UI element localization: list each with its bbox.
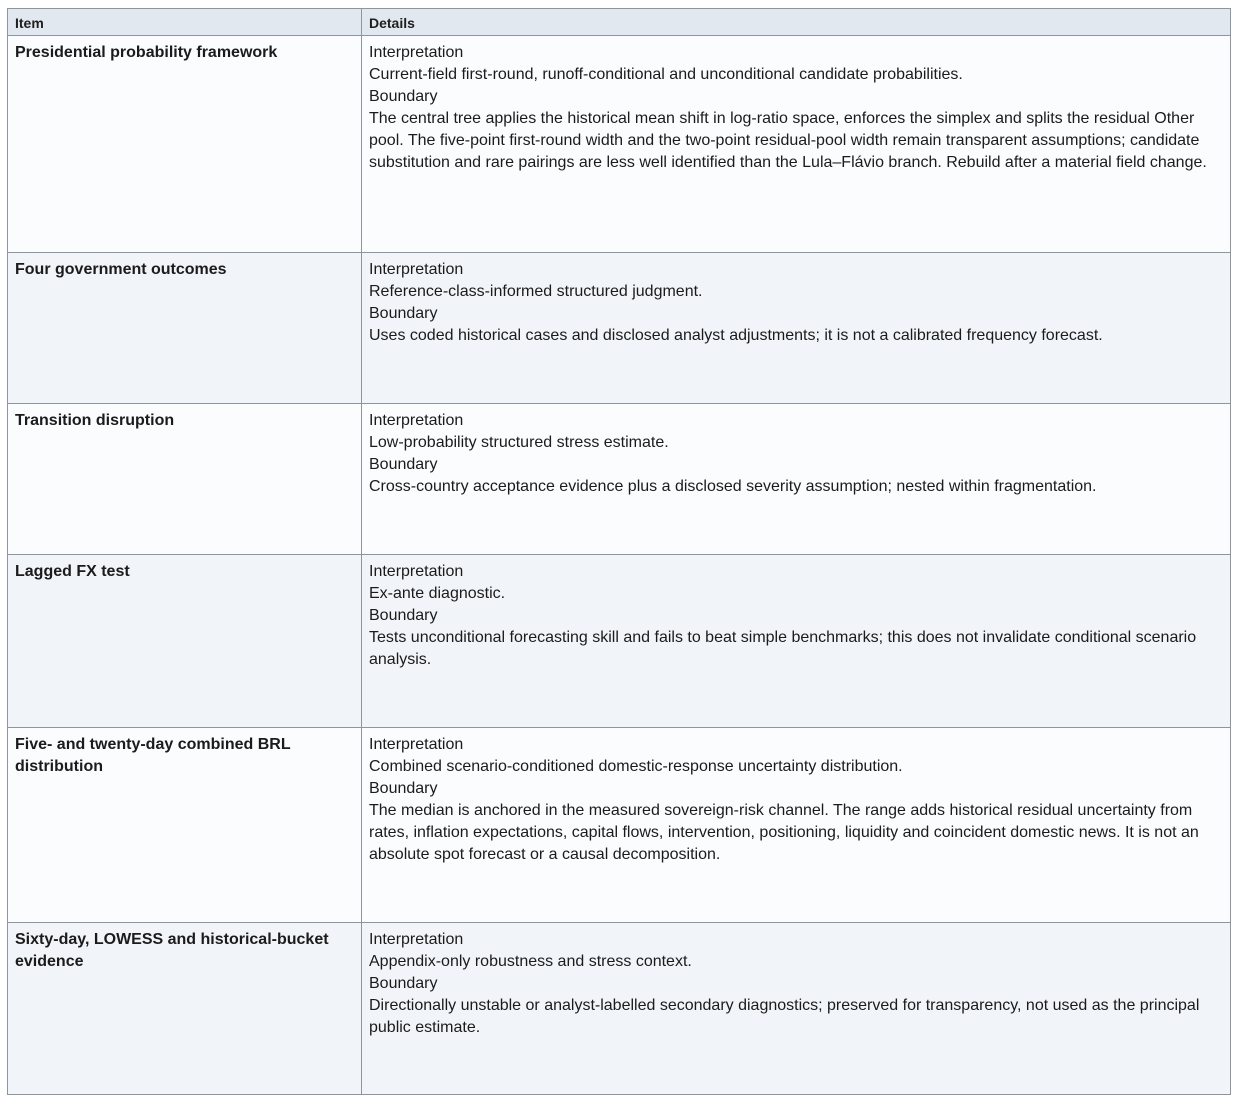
row-details-cell — [362, 36, 1231, 253]
boundary-label: Boundary — [369, 975, 438, 992]
interpretation-text: Current-field first-round, runoff-conditional and unconditional candidate probabilities. — [369, 66, 963, 83]
interpretation-label: Interpretation — [369, 261, 464, 278]
interpretation-text: Combined scenario-conditioned domestic-response uncertainty distribution. — [369, 758, 903, 775]
boundary-text: Tests unconditional forecasting skill and fails to beat simple benchmarks; this does not invalidate conditional scenario analysis. — [369, 629, 1197, 668]
boundary-text: Cross-country acceptance evidence plus a disclosed severity assumption; nested within fragmentation. — [369, 478, 1097, 495]
interpretation-label: Interpretation — [369, 412, 464, 429]
table-row — [8, 36, 1231, 253]
row-details-cell — [362, 728, 1231, 923]
row-item-cell: Presidential probability framework — [8, 36, 362, 253]
boundary-label: Boundary — [369, 88, 438, 105]
interpretation-text: Reference-class-informed structured judgment. — [369, 283, 703, 300]
boundary-label: Boundary — [369, 607, 438, 624]
row-item-cell: Five- and twenty-day combined BRL distribution — [8, 728, 362, 923]
boundary-label: Boundary — [369, 305, 438, 322]
row-item-cell: Lagged FX test — [8, 555, 362, 728]
boundary-text: Directionally unstable or analyst-labelled secondary diagnostics; preserved for transparency, not used as the principal public estimate. — [369, 997, 1200, 1036]
boundary-text: The median is anchored in the measured sovereign-risk channel. The range adds historical residual uncertainty from rates, inflation expectations, capital flows, intervention, positioning, liquidity and coincident domestic news. It is not an absolute spot forecast or a causal decomposition. — [369, 802, 1199, 863]
column-header-item: Item — [8, 9, 362, 36]
table-row — [8, 923, 1231, 1095]
boundary-text: Uses coded historical cases and disclosed analyst adjustments; it is not a calibrated frequency forecast. — [369, 327, 1103, 344]
table-header-row — [8, 9, 1231, 36]
column-header-details: Details — [362, 9, 1231, 36]
interpretation-table — [7, 8, 1231, 1095]
interpretation-label: Interpretation — [369, 736, 464, 753]
row-item-cell: Sixty-day, LOWESS and historical-bucket evidence — [8, 923, 362, 1095]
boundary-label: Boundary — [369, 780, 438, 797]
interpretation-label: Interpretation — [369, 44, 464, 61]
interpretation-text: Low-probability structured stress estimate. — [369, 434, 669, 451]
interpretation-text: Ex-ante diagnostic. — [369, 585, 506, 602]
boundary-text: The central tree applies the historical mean shift in log-ratio space, enforces the simplex and splits the residual Other pool. The five-point first-round width and the two-point residual-pool width remain transparent assumptions; candidate substitution and rare pairings are less well identified than the Lula–Flávio branch. Rebuild after a material field change. — [369, 110, 1207, 171]
interpretation-text: Appendix-only robustness and stress context. — [369, 953, 692, 970]
interpretation-label: Interpretation — [369, 563, 464, 580]
row-details-cell — [362, 253, 1231, 404]
table-row — [8, 728, 1231, 923]
row-details-cell — [362, 555, 1231, 728]
interpretation-label: Interpretation — [369, 931, 464, 948]
table-row — [8, 555, 1231, 728]
row-item-cell: Transition disruption — [8, 404, 362, 555]
boundary-label: Boundary — [369, 456, 438, 473]
table-row — [8, 404, 1231, 555]
table-row — [8, 253, 1231, 404]
row-item-cell: Four government outcomes — [8, 253, 362, 404]
row-details-cell — [362, 404, 1231, 555]
row-details-cell — [362, 923, 1231, 1095]
